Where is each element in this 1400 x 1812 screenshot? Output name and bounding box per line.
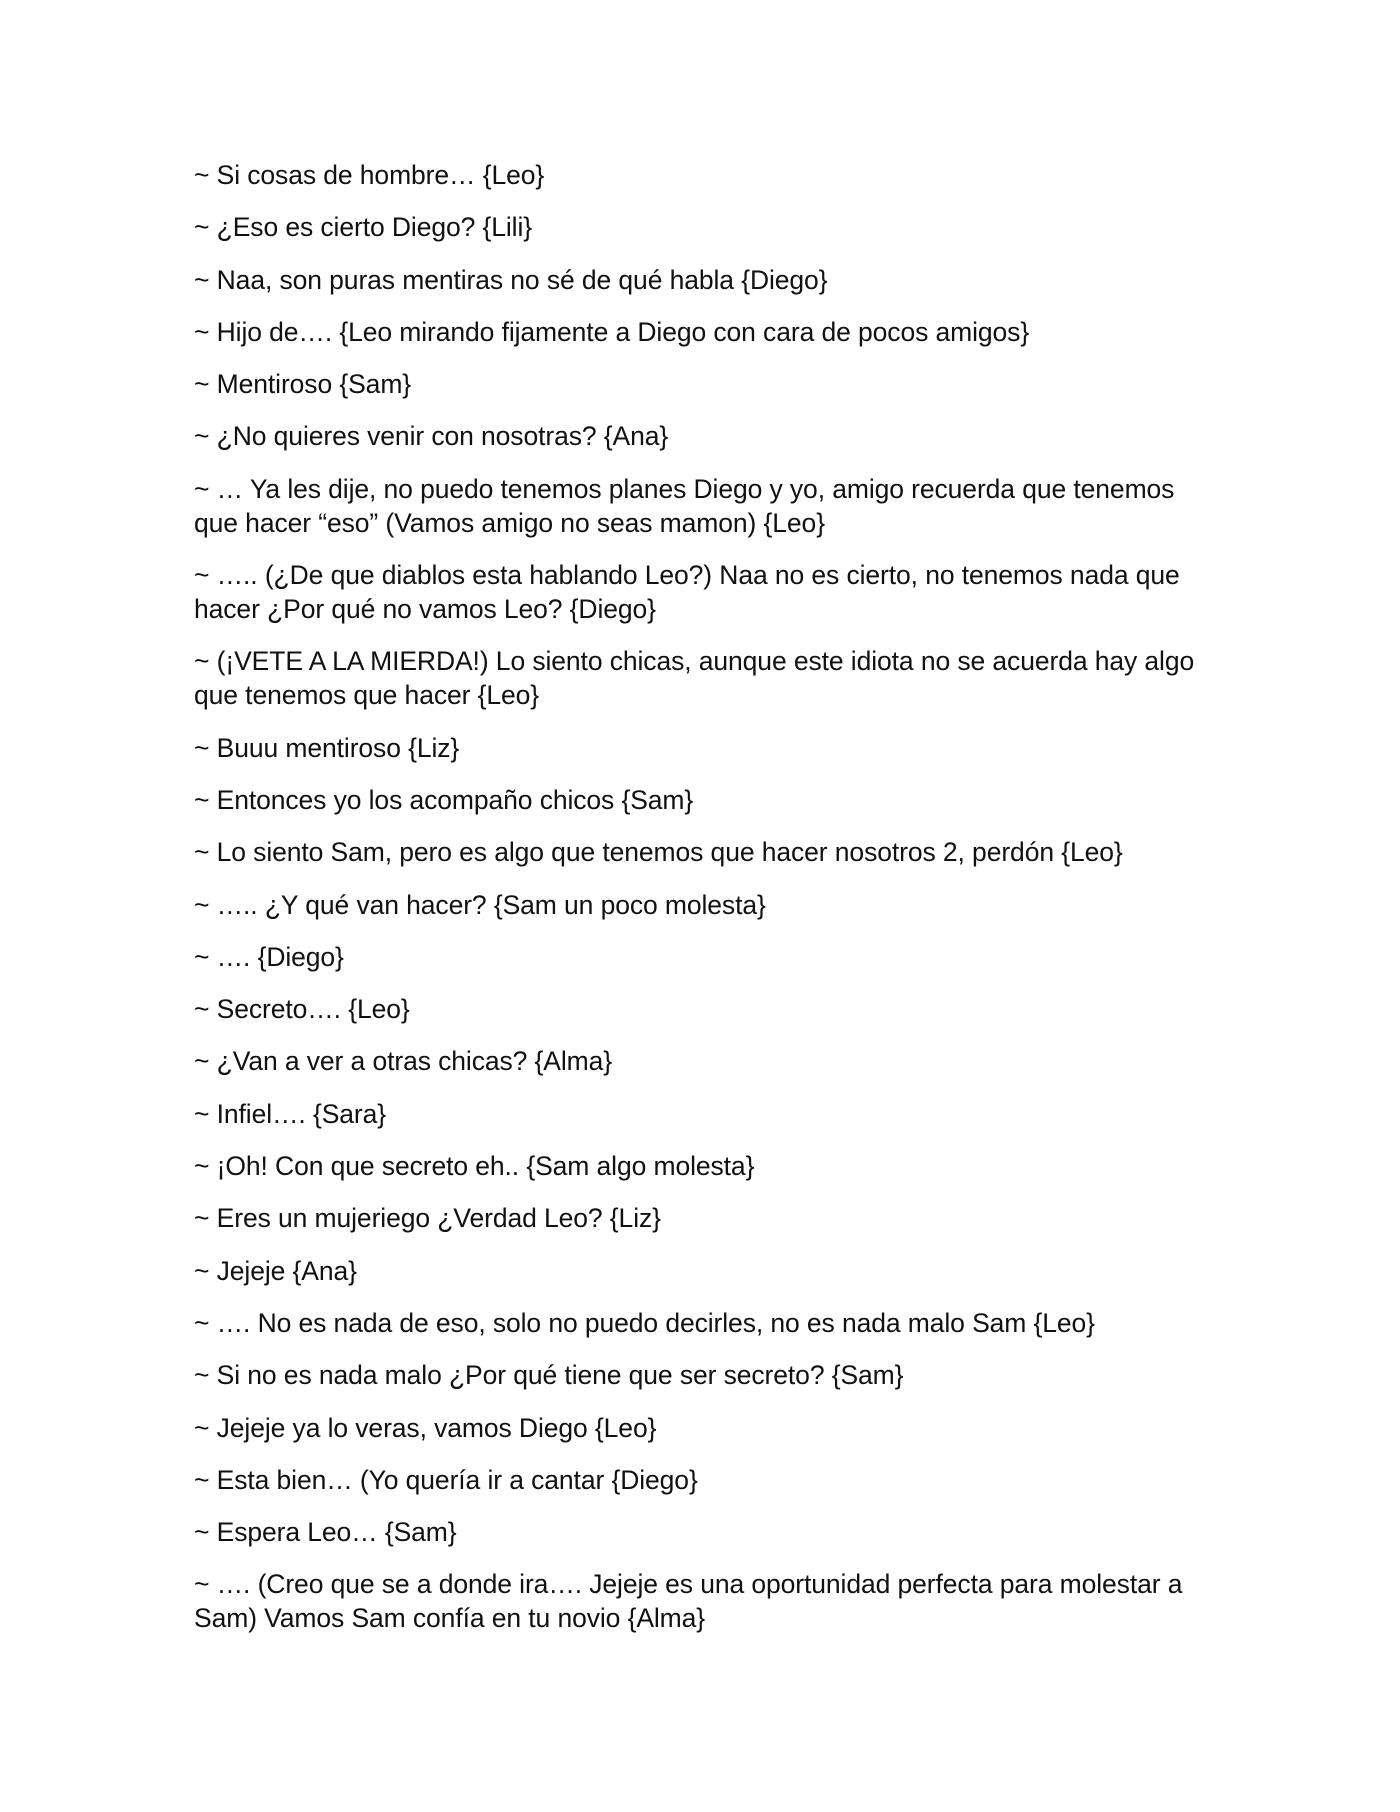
dialogue-line: ~ Buuu mentiroso {Liz} bbox=[194, 732, 460, 763]
dialogue-line: ~ … Ya les dije, no puedo tenemos planes Diego y yo, amigo recuerda que tenemos que hacer “eso” (Vamos amigo no seas mamon) {Leo} bbox=[194, 473, 1175, 538]
dialogue-line: ~ ….. ¿Y qué van hacer? {Sam un poco molesta} bbox=[194, 889, 766, 920]
dialogue-line: ~ (¡VETE A LA MIERDA!) Lo siento chicas, aunque este idiota no se acuerda hay algo que tenemos que hacer {Leo} bbox=[194, 646, 1195, 711]
dialogue-line: ~ Espera Leo… {Sam} bbox=[194, 1517, 457, 1548]
dialogue-line: ~ ¿Van a ver a otras chicas? {Alma} bbox=[194, 1046, 613, 1077]
dialogue-line: ~ Hijo de…. {Leo mirando fijamente a Diego con cara de pocos amigos} bbox=[194, 316, 1030, 347]
dialogue-line: ~ Naa, son puras mentiras no sé de qué habla {Diego} bbox=[194, 264, 828, 295]
dialogue-line: ~ Jejeje ya lo veras, vamos Diego {Leo} bbox=[194, 1412, 657, 1443]
dialogue-line: ~ Secreto…. {Leo} bbox=[194, 994, 410, 1025]
dialogue-line: ~ Infiel…. {Sara} bbox=[194, 1098, 387, 1129]
dialogue-line: ~ Jejeje {Ana} bbox=[194, 1255, 357, 1286]
dialogue-line: ~ …. (Creo que se a donde ira…. Jejeje es una oportunidad perfecta para molestar a Sam) Vamos Sam confía en tu novio {Alma} bbox=[194, 1569, 1183, 1634]
dialogue-line: ~ Si cosas de hombre… {Leo} bbox=[194, 160, 545, 190]
dialogue-line: ~ ¡Oh! Con que secreto eh.. {Sam algo molesta} bbox=[194, 1151, 755, 1182]
dialogue-line: ~ …. No es nada de eso, solo no puedo decirles, no es nada malo Sam {Leo} bbox=[194, 1307, 1095, 1338]
dialogue-line: ~ Lo siento Sam, pero es algo que tenemos que hacer nosotros 2, perdón {Leo} bbox=[194, 837, 1123, 868]
dialogue-line: ~ Mentiroso {Sam} bbox=[194, 369, 412, 400]
dialogue-line: ~ Entonces yo los acompaño chicos {Sam} bbox=[194, 784, 694, 815]
dialogue-line: ~ ….. (¿De que diablos esta hablando Leo?) Naa no es cierto, no tenemos nada que hacer ¿Por qué no vamos Leo? {Diego} bbox=[194, 560, 1180, 625]
dialogue-line: ~ ¿Eso es cierto Diego? {Lili} bbox=[194, 212, 533, 243]
dialogue-line: ~ Esta bien… (Yo quería ir a cantar {Diego} bbox=[194, 1464, 698, 1495]
dialogue-line: ~ Si no es nada malo ¿Por qué tiene que ser secreto? {Sam} bbox=[194, 1360, 904, 1391]
dialogue-line: ~ …. {Diego} bbox=[194, 941, 344, 972]
dialogue-line: ~ Eres un mujeriego ¿Verdad Leo? {Liz} bbox=[194, 1203, 661, 1234]
dialogue-block bbox=[194, 158, 1214, 1654]
dialogue-line: ~ ¿No quieres venir con nosotras? {Ana} bbox=[194, 421, 669, 452]
